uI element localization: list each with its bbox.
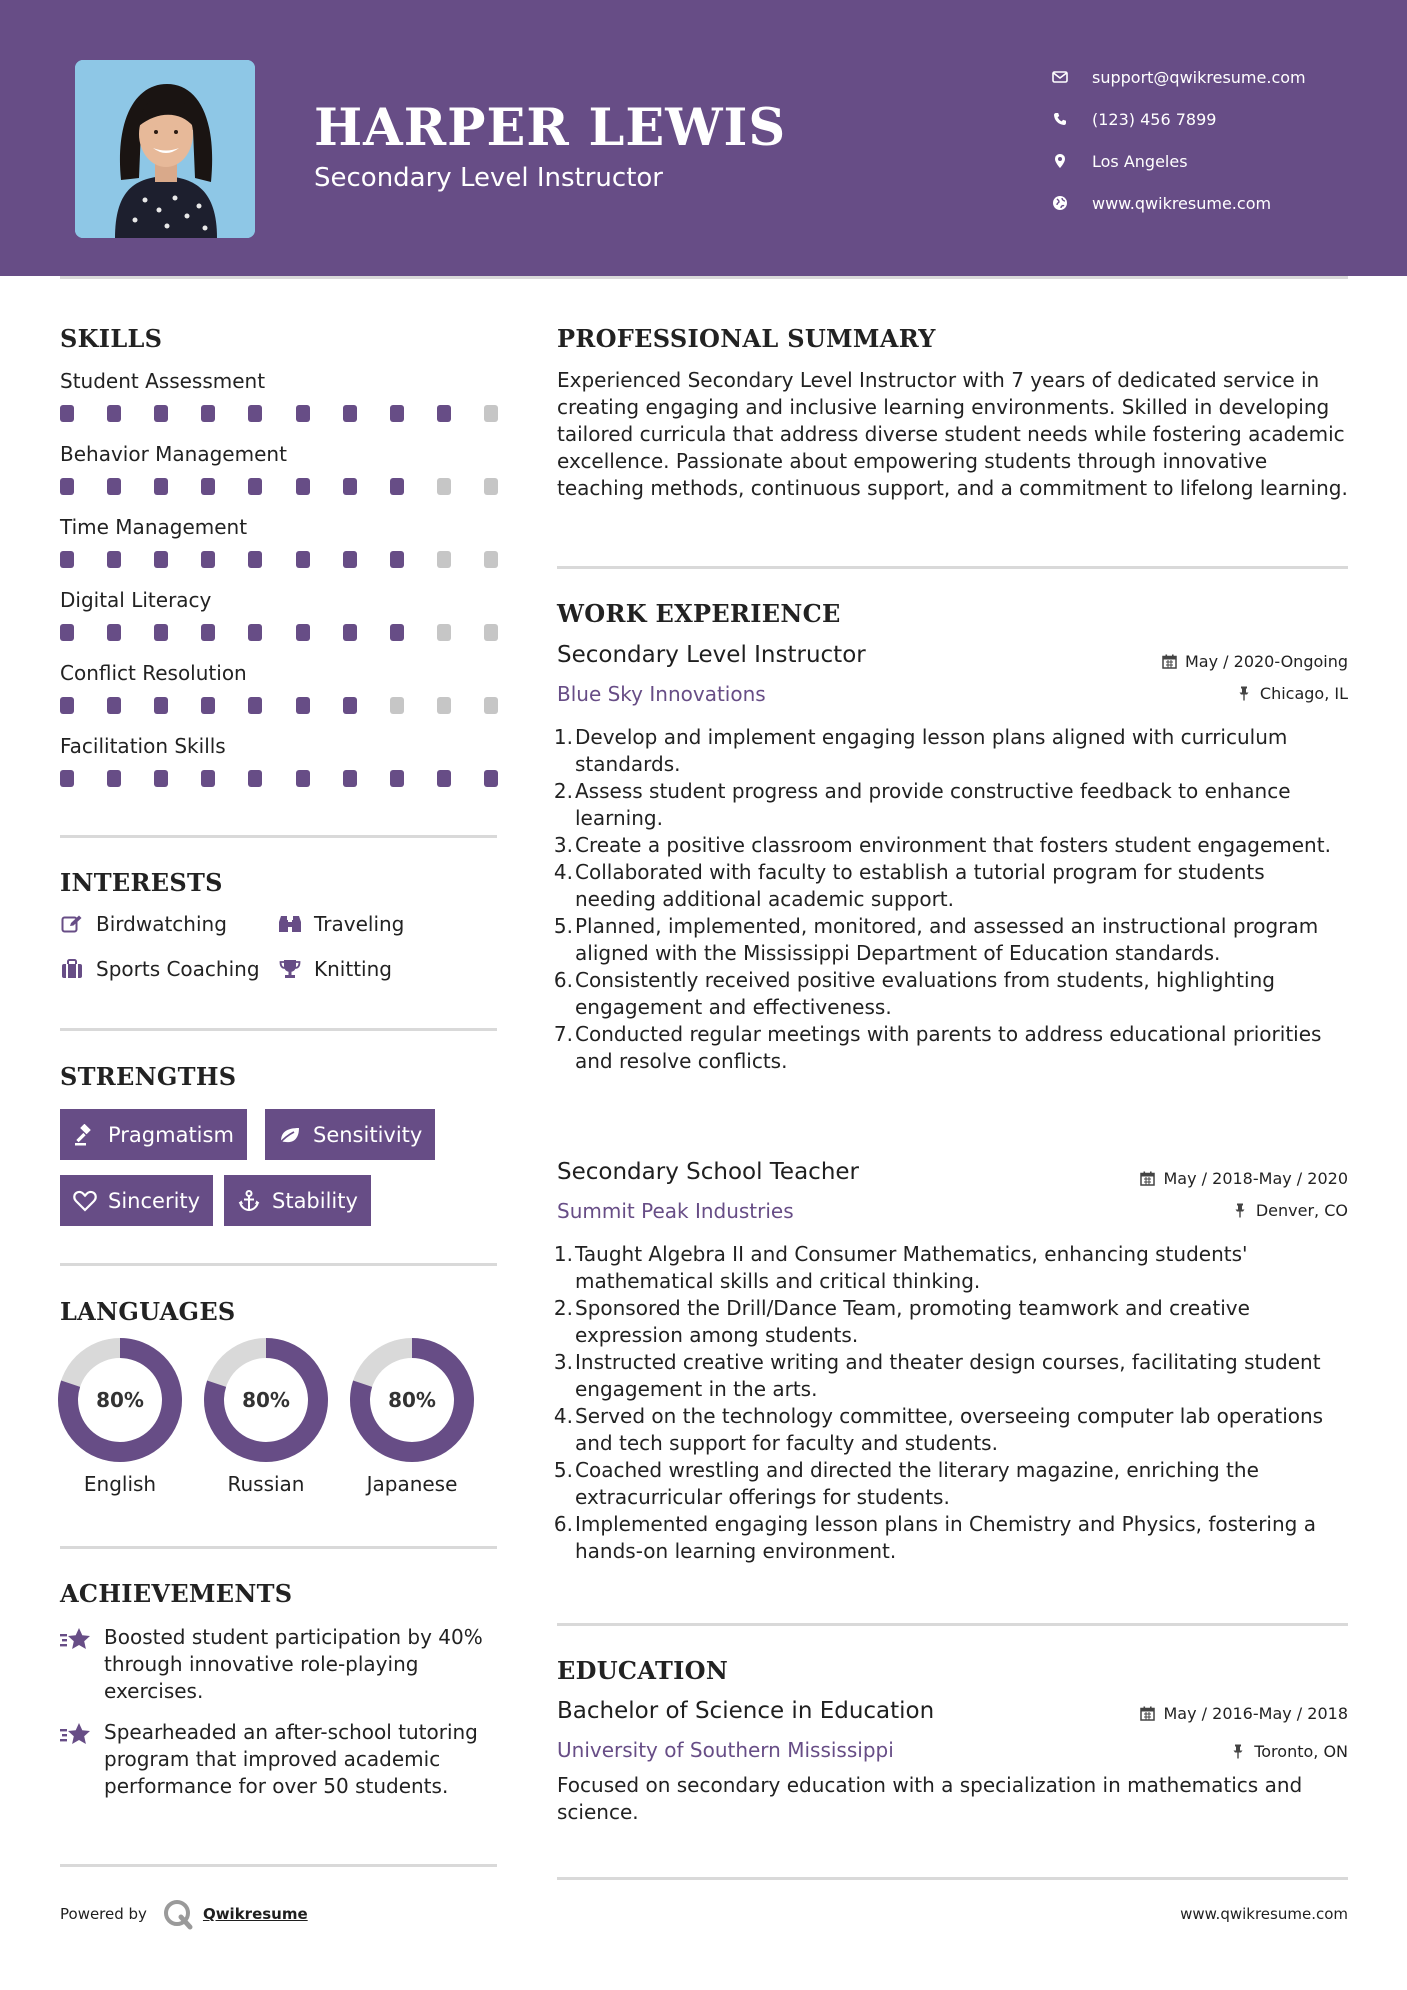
language-ring — [58, 1338, 182, 1462]
footer-url[interactable]: www.qwikresume.com — [1180, 1905, 1348, 1923]
achievement-text: Spearheaded an after-school tutoring program that improved academic performance for over 50 students. — [104, 1720, 478, 1798]
education-dates-text: May / 2016-May / 2018 — [1163, 1704, 1348, 1723]
job-title: Secondary Level Instructor — [557, 642, 866, 668]
skill-dot — [154, 551, 168, 568]
skill-dot — [296, 405, 310, 422]
achievement-text: Boosted student participation by 40% through innovative role-playing exercises. — [104, 1625, 483, 1703]
language-percent: 80% — [96, 1388, 144, 1412]
briefcase-icon — [60, 958, 84, 980]
skill-dot — [484, 551, 498, 568]
duty-item — [553, 1021, 1348, 1075]
header-divider — [60, 276, 1348, 279]
resume-header — [0, 0, 1407, 276]
language-ring — [350, 1338, 474, 1462]
education-dates — [1140, 1704, 1349, 1723]
skill-dot — [201, 697, 215, 714]
skill-dot — [484, 405, 498, 422]
duty-item — [553, 1349, 1348, 1403]
job-location — [1236, 684, 1348, 703]
job-location-text: Denver, CO — [1255, 1201, 1348, 1220]
language-name: Russian — [227, 1472, 305, 1496]
skill-dot — [390, 478, 404, 495]
duty-number: 7. — [553, 1022, 573, 1046]
duty-text: Instructed creative writing and theater design courses, facilitating student engagement in the arts. — [575, 1350, 1321, 1401]
language-item — [204, 1338, 328, 1496]
duty-number: 5. — [553, 1458, 573, 1482]
interest-sports-coaching — [60, 957, 260, 981]
section-divider — [60, 1864, 497, 1867]
skill-dot — [390, 405, 404, 422]
skill-dot — [60, 478, 74, 495]
duty-item — [553, 913, 1348, 967]
skill-name: Student Assessment — [60, 369, 266, 393]
skill-name: Time Management — [60, 515, 248, 539]
duty-number: 6. — [553, 1512, 573, 1536]
skill-rating — [60, 551, 497, 569]
calendar-icon — [1161, 654, 1177, 670]
strength-label: Stability — [272, 1188, 358, 1213]
contact-location-text: Los Angeles — [1092, 151, 1188, 171]
achievement-item — [60, 1719, 497, 1800]
skill-dot — [296, 478, 310, 495]
job-entry — [553, 642, 1348, 1162]
skill-dot — [154, 478, 168, 495]
duty-text: Coached wrestling and directed the literary magazine, enriching the extracurricular offerings for students. — [575, 1458, 1259, 1509]
achievements-heading: ACHIEVEMENTS — [60, 1579, 293, 1608]
skill-dot — [484, 770, 498, 787]
skill-dot — [154, 624, 168, 641]
job-location — [1232, 1201, 1348, 1220]
skill-dot — [201, 405, 215, 422]
interest-label: Sports Coaching — [96, 957, 260, 981]
duty-item — [553, 1457, 1348, 1511]
duty-number: 1. — [553, 1242, 573, 1266]
duty-number: 1. — [553, 725, 573, 749]
duty-item — [553, 859, 1348, 913]
section-divider — [60, 1546, 497, 1549]
strength-badge — [60, 1109, 247, 1160]
interest-label: Birdwatching — [96, 912, 227, 936]
gavel-icon — [72, 1124, 98, 1146]
skill-dot — [107, 405, 121, 422]
skill-dot — [60, 770, 74, 787]
skill-rating — [60, 478, 497, 496]
strength-label: Sincerity — [108, 1188, 201, 1213]
contact-phone-text: (123) 456 7899 — [1092, 109, 1217, 129]
skill-dot — [390, 770, 404, 787]
duty-item — [553, 967, 1348, 1021]
job-location-text: Chicago, IL — [1259, 684, 1348, 703]
phone-icon — [1050, 109, 1070, 129]
leaf-icon — [277, 1124, 303, 1146]
skill-dot — [437, 551, 451, 568]
skill-dot — [201, 624, 215, 641]
skill-rating — [60, 624, 497, 642]
job-duties — [553, 1241, 1348, 1565]
pushpin-icon — [1232, 1203, 1248, 1219]
duty-text: Consistently received positive evaluations from students, highlighting engagement and effectiveness. — [575, 968, 1275, 1019]
contact-website-text: www.qwikresume.com — [1092, 193, 1272, 213]
trophy-icon — [278, 958, 302, 980]
duty-text: Served on the technology committee, overseeing computer lab operations and tech support for faculty and students. — [575, 1404, 1324, 1455]
skill-dot — [390, 697, 404, 714]
star-icon — [60, 1627, 92, 1653]
interest-knitting — [278, 957, 392, 981]
section-divider — [557, 566, 1348, 569]
skill-dot — [296, 770, 310, 787]
profile-photo — [75, 60, 255, 238]
skill-dot — [437, 478, 451, 495]
heart-icon — [72, 1190, 98, 1212]
pushpin-icon — [1236, 686, 1252, 702]
strength-badge — [60, 1175, 213, 1226]
skill-dot — [248, 770, 262, 787]
duty-number: 4. — [553, 860, 573, 884]
skill-dot — [201, 770, 215, 787]
calendar-icon — [1140, 1171, 1156, 1187]
language-percent: 80% — [242, 1388, 290, 1412]
strength-label: Pragmatism — [108, 1122, 234, 1147]
skill-dot — [390, 551, 404, 568]
duty-text: Conducted regular meetings with parents to address educational priorities and resolve conflicts. — [575, 1022, 1322, 1073]
contact-phone[interactable] — [1050, 98, 1380, 140]
summary-text: Experienced Secondary Level Instructor with 7 years of dedicated service in creating engaging and inclusive learning environments. Skilled in developing tailored curricula that address diverse student needs while fostering academic excellence. Passionate about empowering students through innovative teaching methods, continuous support, and a commitment to lifelong learning. — [557, 368, 1348, 500]
language-name: English — [83, 1472, 157, 1496]
strength-badge — [265, 1109, 435, 1160]
skill-dot — [154, 697, 168, 714]
skill-dot — [154, 770, 168, 787]
education-location-text: Toronto, ON — [1254, 1742, 1348, 1761]
language-item — [350, 1338, 474, 1496]
experience-heading: WORK EXPERIENCE — [557, 599, 841, 628]
footer-powered-by — [60, 1897, 308, 1931]
skill-dot — [107, 624, 121, 641]
language-name: Japanese — [366, 1472, 458, 1496]
skill-dot — [343, 770, 357, 787]
skill-rating — [60, 697, 497, 715]
languages-heading: LANGUAGES — [60, 1297, 236, 1326]
company-name: Summit Peak Industries — [557, 1199, 794, 1223]
duty-item — [553, 1295, 1348, 1349]
summary-heading: PROFESSIONAL SUMMARY — [557, 324, 936, 353]
duty-text: Assess student progress and provide constructive feedback to enhance learning. — [575, 779, 1291, 830]
duty-number: 4. — [553, 1404, 573, 1428]
job-dates — [1161, 652, 1348, 671]
skill-dot — [437, 770, 451, 787]
skill-dot — [296, 551, 310, 568]
education-description: Focused on secondary education with a specialization in mathematics and science. — [557, 1773, 1303, 1824]
job-dates-text: May / 2020-Ongoing — [1185, 652, 1348, 671]
education-location — [1230, 1742, 1348, 1761]
powered-by-text: Powered by — [60, 1905, 147, 1923]
language-percent: 80% — [388, 1388, 436, 1412]
interest-label: Knitting — [314, 957, 392, 981]
skill-dot — [107, 697, 121, 714]
skill-rating — [60, 405, 497, 423]
job-title: Secondary School Teacher — [557, 1159, 859, 1185]
skill-dot — [60, 697, 74, 714]
language-item — [58, 1338, 182, 1496]
duty-item — [553, 832, 1348, 859]
section-divider — [60, 1028, 497, 1031]
skill-dot — [343, 551, 357, 568]
contact-location — [1050, 140, 1380, 182]
school-name: University of Southern Mississippi — [557, 1738, 894, 1762]
anchor-icon — [236, 1190, 262, 1212]
duty-number: 2. — [553, 1296, 573, 1320]
skill-dot — [296, 697, 310, 714]
contact-email-text: support@qwikresume.com — [1092, 67, 1306, 87]
skill-dot — [343, 478, 357, 495]
skill-dot — [248, 697, 262, 714]
globe-icon — [1050, 193, 1070, 213]
duty-number: 5. — [553, 914, 573, 938]
duty-text: Collaborated with faculty to establish a tutorial program for students needing additional academic support. — [575, 860, 1265, 911]
candidate-name: HARPER LEWIS — [314, 98, 787, 158]
skill-dot — [343, 697, 357, 714]
duty-text: Planned, implemented, monitored, and assessed an instructional program aligned with the Mississippi Department of Education standards. — [575, 914, 1319, 965]
duty-text: Implemented engaging lesson plans in Chemistry and Physics, fostering a hands-on learning environment. — [575, 1512, 1316, 1563]
envelope-icon — [1050, 67, 1070, 87]
contact-email[interactable] — [1050, 56, 1380, 98]
duty-number: 3. — [553, 833, 573, 857]
company-name: Blue Sky Innovations — [557, 682, 766, 706]
section-divider — [557, 1877, 1348, 1880]
interest-birdwatching — [60, 912, 227, 936]
contact-list — [1050, 56, 1380, 224]
skill-dot — [484, 478, 498, 495]
duty-item — [553, 1241, 1348, 1295]
pushpin-icon — [1230, 1744, 1246, 1760]
job-entry — [553, 1159, 1348, 1579]
interest-traveling — [278, 912, 404, 936]
skills-heading: SKILLS — [60, 324, 163, 353]
duty-text: Create a positive classroom environment that fosters student engagement. — [575, 833, 1331, 857]
duty-text: Taught Algebra II and Consumer Mathematics, enhancing students' mathematical skills and critical thinking. — [575, 1242, 1248, 1293]
skill-dot — [60, 624, 74, 641]
skill-dot — [484, 697, 498, 714]
achievement-item — [60, 1624, 497, 1705]
skill-name: Conflict Resolution — [60, 661, 247, 685]
job-dates-text: May / 2018-May / 2020 — [1163, 1169, 1348, 1188]
skill-dot — [248, 405, 262, 422]
candidate-title: Secondary Level Instructor — [314, 163, 663, 193]
duty-item — [553, 1403, 1348, 1457]
language-ring — [204, 1338, 328, 1462]
job-dates — [1140, 1169, 1349, 1188]
skill-dot — [437, 405, 451, 422]
star-icon — [60, 1722, 92, 1748]
skill-dot — [107, 551, 121, 568]
skill-dot — [60, 551, 74, 568]
skill-dot — [484, 624, 498, 641]
duty-text: Sponsored the Drill/Dance Team, promoting teamwork and creative expression among students. — [575, 1296, 1250, 1347]
skill-name: Facilitation Skills — [60, 734, 226, 758]
strength-label: Sensitivity — [313, 1122, 423, 1147]
skill-name: Behavior Management — [60, 442, 287, 466]
skill-dot — [60, 405, 74, 422]
skill-dot — [107, 478, 121, 495]
duty-item — [553, 778, 1348, 832]
duty-item — [553, 1511, 1348, 1565]
edit-icon — [60, 913, 84, 935]
skill-dot — [343, 624, 357, 641]
skill-dot — [248, 624, 262, 641]
skill-dot — [390, 624, 404, 641]
duty-number: 2. — [553, 779, 573, 803]
education-entry — [557, 1698, 1348, 1828]
interest-label: Traveling — [314, 912, 405, 936]
skill-dot — [107, 770, 121, 787]
duty-text: Develop and implement engaging lesson plans aligned with curriculum standards. — [575, 725, 1288, 776]
section-divider — [557, 1623, 1348, 1626]
job-duties — [553, 724, 1348, 1075]
skill-dot — [201, 478, 215, 495]
strengths-heading: STRENGTHS — [60, 1062, 237, 1091]
map-pin-icon — [1050, 151, 1070, 171]
contact-website[interactable] — [1050, 182, 1380, 224]
strength-badge — [224, 1175, 371, 1226]
skill-dot — [248, 551, 262, 568]
duty-item — [553, 724, 1348, 778]
qwikresume-logo-icon — [161, 1897, 195, 1931]
skill-dot — [201, 551, 215, 568]
duty-number: 3. — [553, 1350, 573, 1374]
degree-title: Bachelor of Science in Education — [557, 1698, 935, 1724]
skill-dot — [296, 624, 310, 641]
skill-dot — [437, 697, 451, 714]
section-divider — [60, 1263, 497, 1266]
skill-name: Digital Literacy — [60, 588, 212, 612]
skill-dot — [343, 405, 357, 422]
duty-number: 6. — [553, 968, 573, 992]
skill-dot — [437, 624, 451, 641]
skill-rating — [60, 770, 497, 788]
skill-dot — [154, 405, 168, 422]
education-heading: EDUCATION — [557, 1656, 729, 1685]
skill-dot — [248, 478, 262, 495]
brand-link[interactable]: Qwikresume — [202, 1905, 308, 1923]
section-divider — [60, 835, 497, 838]
interests-heading: INTERESTS — [60, 868, 223, 897]
calendar-icon — [1140, 1706, 1156, 1722]
binoculars-icon — [278, 913, 302, 935]
